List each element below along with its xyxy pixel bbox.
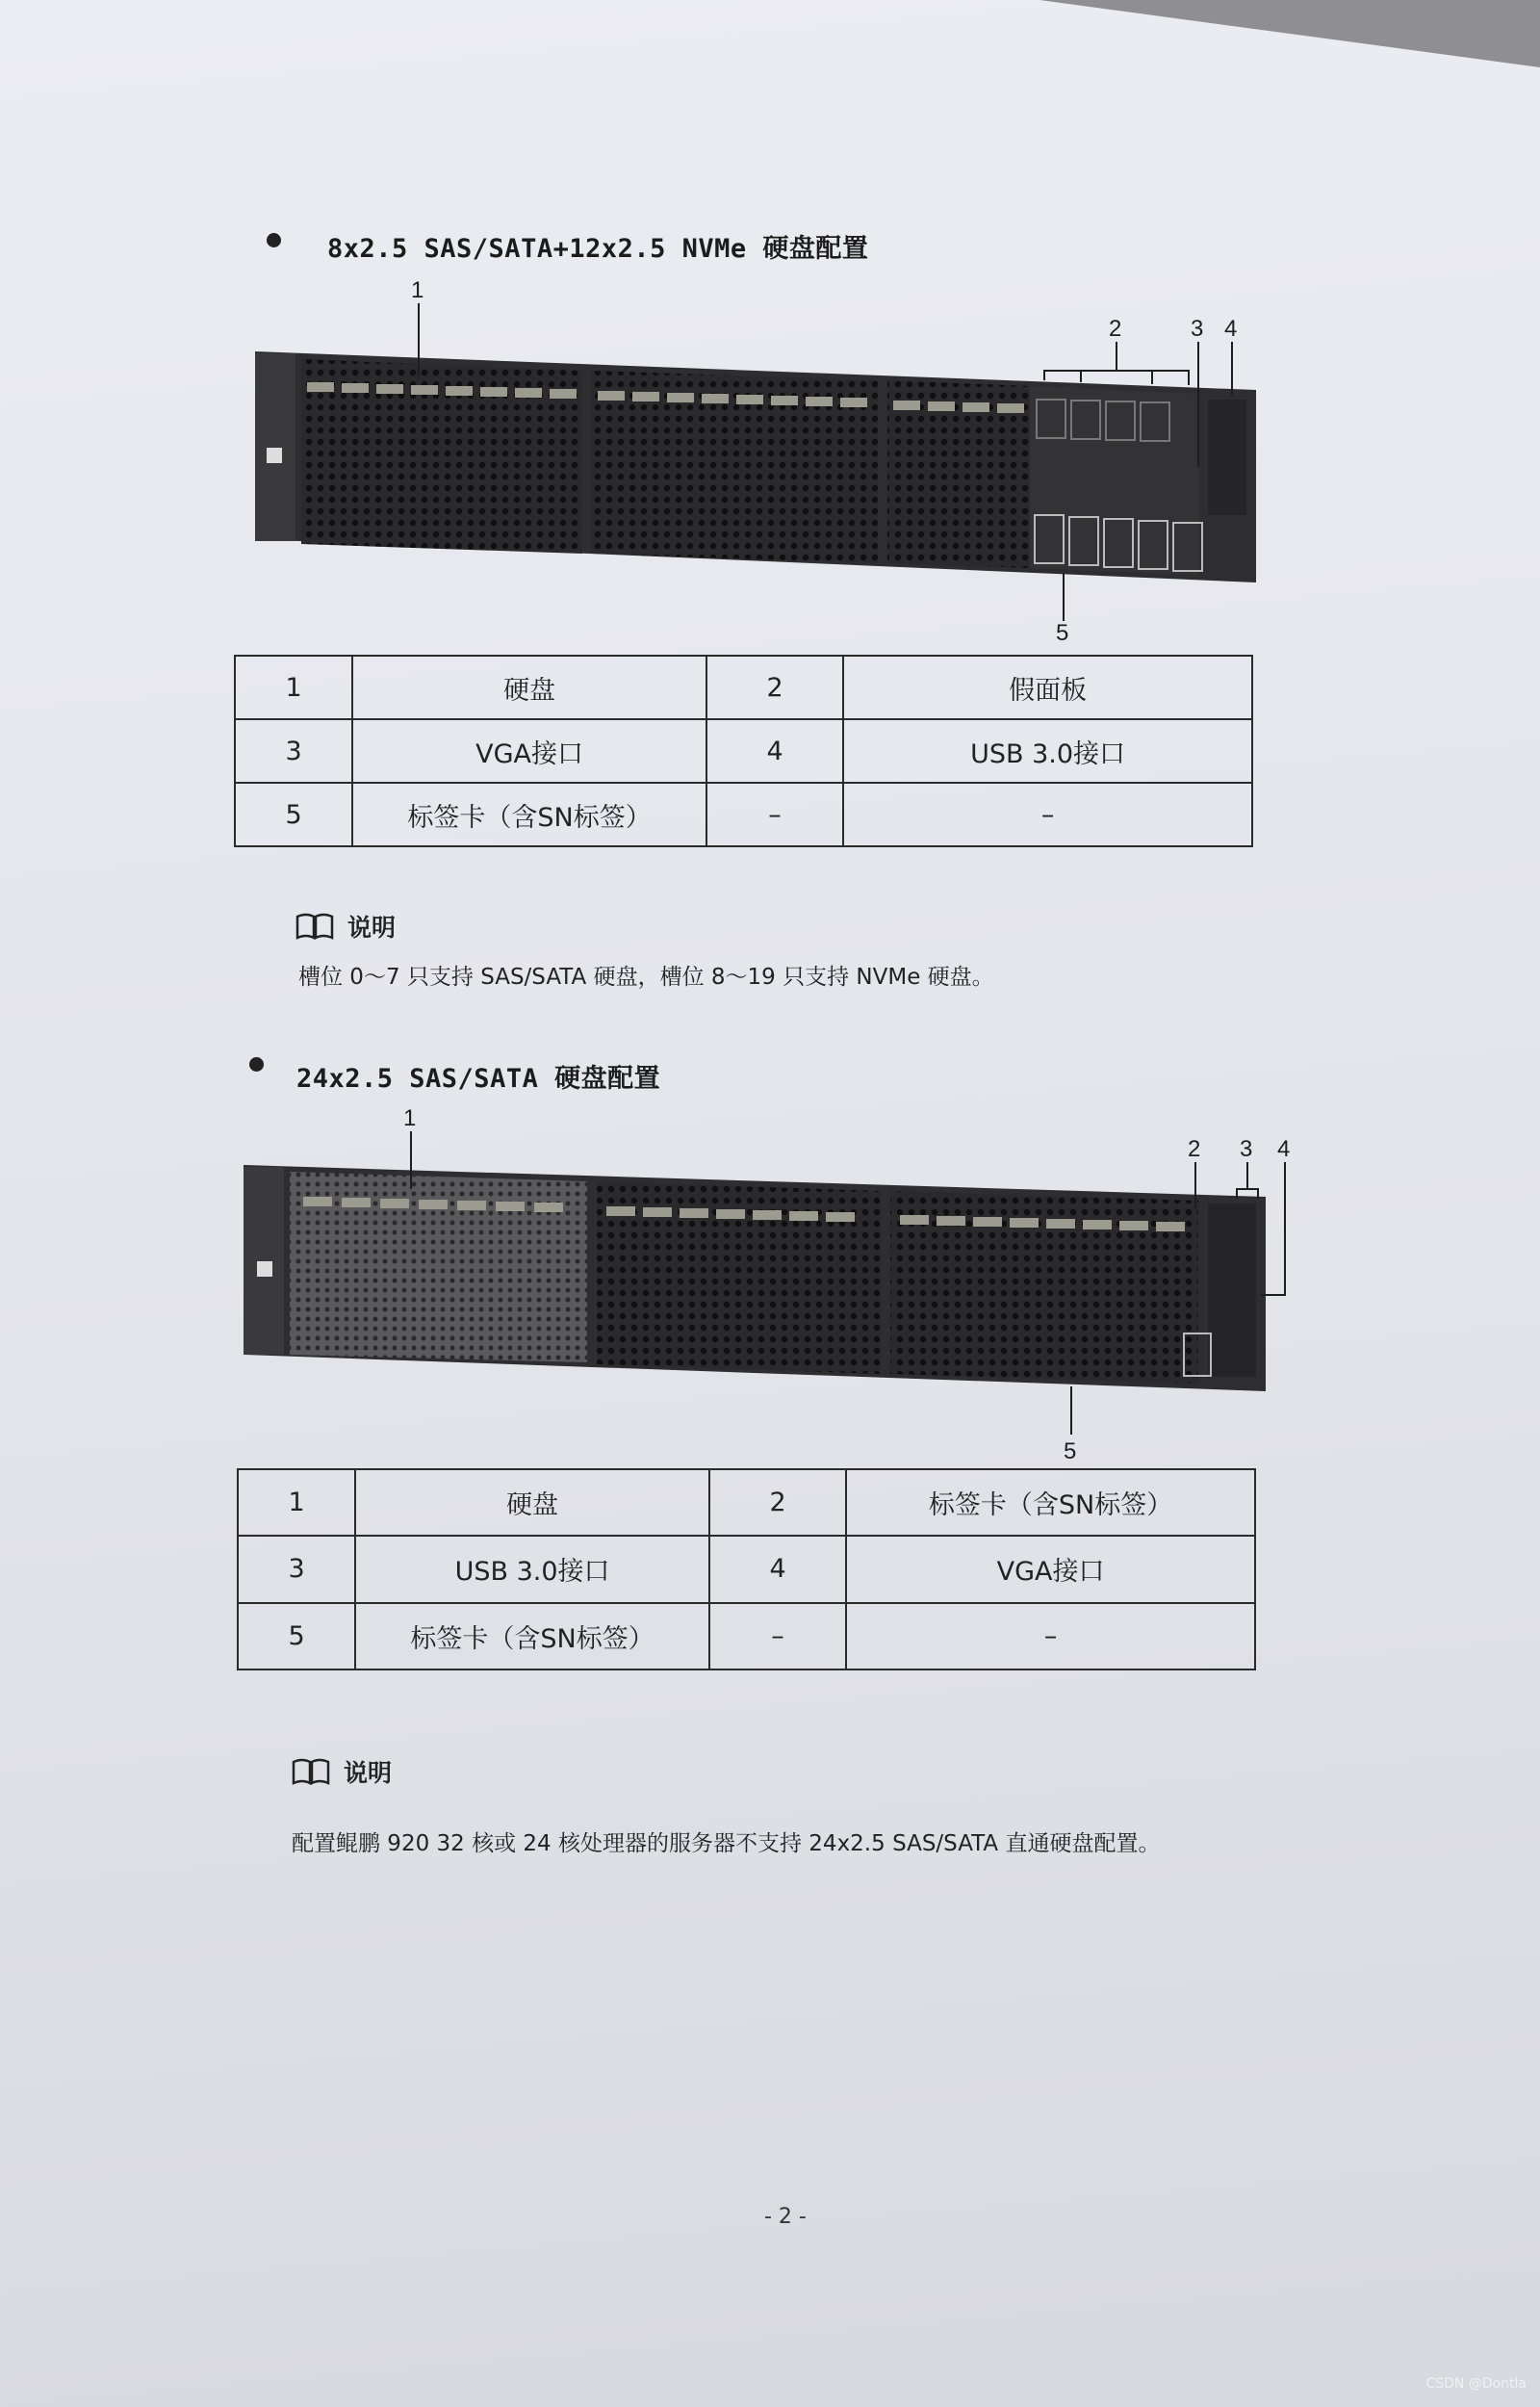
table-row <box>235 656 1252 719</box>
table-cell: 3 <box>238 1536 355 1602</box>
callout-1: 1 <box>403 1105 417 1131</box>
table-cell: 4 <box>709 1536 846 1602</box>
note-label: 说明 <box>344 1759 393 1787</box>
note-heading-1 <box>295 909 396 944</box>
table-cell: 5 <box>238 1603 355 1669</box>
section-title-1: 8x2.5 SAS/SATA+12x2.5 NVMe 硬盘配置 <box>327 234 869 264</box>
table-cell: VGA接口 <box>846 1536 1255 1602</box>
note-heading-2 <box>292 1754 392 1789</box>
legend-table-1 <box>234 655 1253 847</box>
table-cell: – <box>709 1603 846 1669</box>
section-title-2: 24x2.5 SAS/SATA 硬盘配置 <box>296 1064 661 1094</box>
table-cell: 硬盘 <box>352 656 706 719</box>
note-text-1: 槽位 0～7 只支持 SAS/SATA 硬盘，槽位 8～19 只支持 NVMe 硬盘。 <box>298 965 994 990</box>
callout-5: 5 <box>1064 1438 1077 1464</box>
bullet-icon <box>249 1057 264 1072</box>
callout-4: 4 <box>1277 1136 1291 1162</box>
callout-4: 4 <box>1224 316 1238 342</box>
table-cell: 标签卡（含SN标签） <box>355 1603 709 1669</box>
table-cell: USB 3.0接口 <box>843 719 1252 783</box>
table-cell: 3 <box>235 719 352 783</box>
table-row <box>238 1469 1255 1536</box>
table-cell: 2 <box>706 656 843 719</box>
table-row <box>235 783 1252 846</box>
note-label: 说明 <box>347 914 397 942</box>
table-cell: VGA接口 <box>352 719 706 783</box>
callout-5: 5 <box>1056 620 1069 645</box>
table-cell: 硬盘 <box>355 1469 709 1536</box>
table-cell: 1 <box>235 656 352 719</box>
book-icon <box>292 1758 330 1785</box>
table-cell: 假面板 <box>843 656 1252 719</box>
legend-table-2 <box>237 1468 1256 1670</box>
page-number: - 2 - <box>764 2205 807 2229</box>
table-row <box>238 1603 1255 1669</box>
server-front-panel-figure-2 <box>236 1102 1304 1468</box>
callout-3: 3 <box>1240 1136 1253 1162</box>
book-icon <box>295 913 334 940</box>
table-cell: – <box>706 783 843 846</box>
table-cell: 标签卡（含SN标签） <box>846 1469 1255 1536</box>
table-cell: 1 <box>238 1469 355 1536</box>
note-text-2: 配置鲲鹏 920 32 核或 24 核处理器的服务器不支持 24x2.5 SAS/SATA 直通硬盘配置。 <box>292 1831 1161 1856</box>
bullet-icon <box>267 233 281 247</box>
table-cell: – <box>846 1603 1255 1669</box>
callout-2: 2 <box>1188 1136 1201 1162</box>
table-cell: 4 <box>706 719 843 783</box>
table-row <box>238 1536 1255 1602</box>
table-cell: USB 3.0接口 <box>355 1536 709 1602</box>
page-corner-shadow <box>1040 0 1540 67</box>
callout-2: 2 <box>1109 316 1122 342</box>
table-cell: – <box>843 783 1252 846</box>
table-cell: 5 <box>235 783 352 846</box>
table-cell: 标签卡（含SN标签） <box>352 783 706 846</box>
watermark: CSDN @Dontla <box>1425 2376 1527 2392</box>
table-row <box>235 719 1252 783</box>
table-cell: 2 <box>709 1469 846 1536</box>
callout-1: 1 <box>411 277 424 303</box>
server-front-panel-figure-1 <box>245 274 1285 645</box>
callout-3: 3 <box>1191 316 1204 342</box>
